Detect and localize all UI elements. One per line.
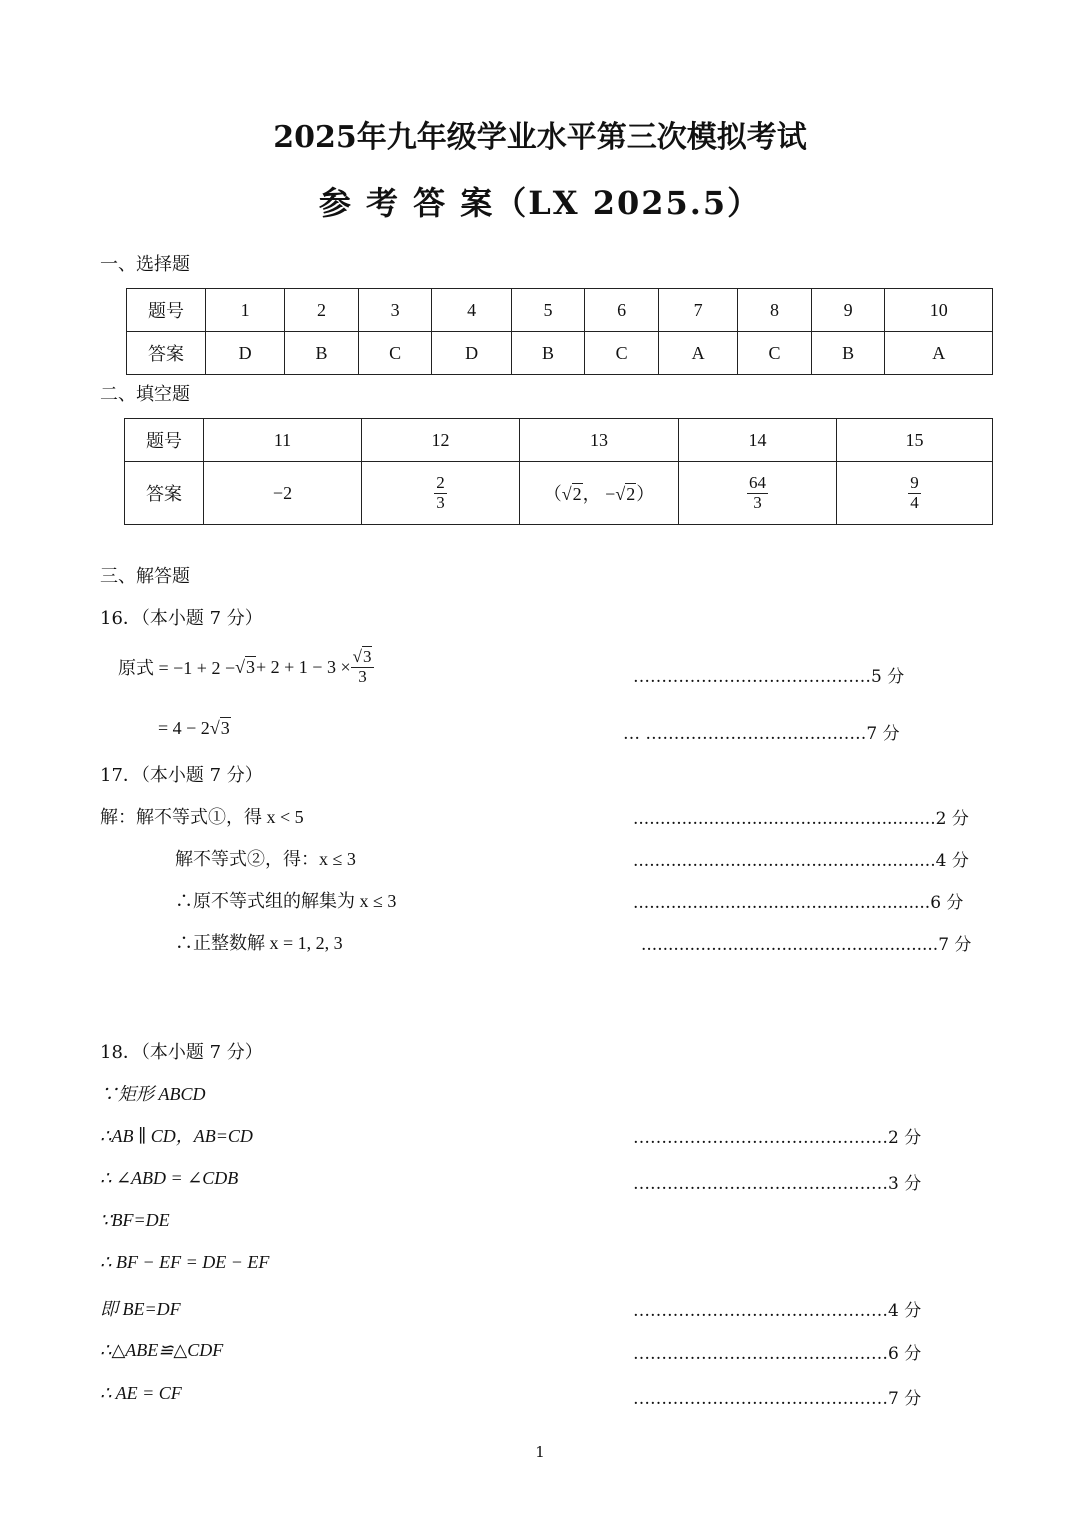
table-cell: A xyxy=(658,332,737,375)
score-marker: ........................................................4 分 xyxy=(633,851,969,871)
table-cell: B xyxy=(285,332,359,375)
table-row xyxy=(127,332,993,375)
score-marker: ………………………………………6 分 xyxy=(633,1344,922,1364)
table-cell: B xyxy=(811,332,885,375)
score-marker: ………………………………………3 分 xyxy=(633,1174,922,1194)
table-cell: 题号 xyxy=(127,289,206,332)
q16-line-2: = 4 − 2√3 xyxy=(158,718,230,738)
table-row xyxy=(127,289,993,332)
score-marker: ………………………………………2 分 xyxy=(633,1128,922,1148)
section-heading-choice: 一、选择题 xyxy=(100,254,190,275)
score-marker: .......................................................7 分 xyxy=(641,935,972,955)
table-row xyxy=(125,419,993,462)
q18-line: ∵BF=DE xyxy=(100,1210,170,1230)
table-cell: 5 xyxy=(511,289,585,332)
table-cell: 6 xyxy=(585,289,659,332)
table-cell: 答案 xyxy=(125,462,204,525)
document-subtitle: 参 考 答 案（LX 2025.5） xyxy=(318,184,762,222)
table-cell xyxy=(362,462,520,525)
q16-line-1: 原式 = −1 + 2 − √3 + 2 + 1 − 3 × $\frac{√3}{3}$ xyxy=(118,648,374,686)
table-cell: （√2， −√2） xyxy=(520,462,679,525)
sqrt-expression: √2 xyxy=(561,484,582,504)
section-heading-fill: 二、填空题 xyxy=(100,384,190,405)
score-marker: ……………………………………5 分 xyxy=(633,667,905,687)
table-cell: D xyxy=(206,332,285,375)
table-cell xyxy=(679,462,837,525)
table-cell: 题号 xyxy=(125,419,204,462)
table-cell: 1 xyxy=(206,289,285,332)
question-17-label: 17．（本小题 7 分） xyxy=(100,765,263,786)
fraction: $\frac{2}{3}$ xyxy=(436,472,445,512)
score-marker: ………………………………………7 分 xyxy=(633,1389,922,1409)
score-marker: ………………………………………4 分 xyxy=(633,1301,922,1321)
table-cell: 7 xyxy=(658,289,737,332)
score-marker: ........................................................2 分 xyxy=(633,809,969,829)
fill-answer-table xyxy=(124,418,993,525)
section-heading-solution: 三、解答题 xyxy=(100,566,190,587)
table-cell: A xyxy=(885,332,993,375)
table-cell: D xyxy=(432,332,511,375)
table-cell: 12 xyxy=(362,419,520,462)
table-cell: 10 xyxy=(885,289,993,332)
score-marker: .......................................................6 分 xyxy=(633,893,964,913)
q17-line: ∴原不等式组的解集为 x ≤ 3 xyxy=(175,891,397,911)
q18-line: ∴△ABE≌△CDF xyxy=(100,1340,224,1360)
q18-line: ∵矩形 ABCD xyxy=(100,1084,206,1104)
fraction: $\frac{9}{4}$ xyxy=(910,472,919,512)
table-cell: C xyxy=(738,332,812,375)
table-cell: 14 xyxy=(679,419,837,462)
table-cell xyxy=(837,462,993,525)
table-cell: 11 xyxy=(204,419,362,462)
table-cell: B xyxy=(511,332,585,375)
page-number: 1 xyxy=(535,1443,545,1461)
table-cell: 答案 xyxy=(127,332,206,375)
fraction: $\frac{√3}{3}$ xyxy=(351,648,375,686)
table-cell: 8 xyxy=(738,289,812,332)
table-cell: 9 xyxy=(811,289,885,332)
table-row xyxy=(125,462,993,525)
table-cell: C xyxy=(585,332,659,375)
table-cell: C xyxy=(358,332,432,375)
sqrt-expression: √3 xyxy=(235,656,255,677)
question-16-label: 16．（本小题 7 分） xyxy=(100,608,263,629)
table-cell: 15 xyxy=(837,419,993,462)
q18-line: 即 BE=DF xyxy=(100,1299,181,1319)
q18-line: ∴ ∠ABD = ∠CDB xyxy=(100,1168,239,1188)
q17-line: 解不等式②，得：x ≤ 3 xyxy=(175,849,356,869)
q17-line: ∴正整数解 x = 1, 2, 3 xyxy=(175,933,343,953)
sqrt-expression: √2 xyxy=(615,484,636,504)
question-18-label: 18．（本小题 7 分） xyxy=(100,1042,263,1063)
table-cell: 4 xyxy=(432,289,511,332)
table-cell: 13 xyxy=(520,419,679,462)
q18-line: ∴AB ∥ CD，AB=CD xyxy=(100,1126,253,1146)
q17-line: 解：解不等式①，得 x < 5 xyxy=(100,807,304,827)
fraction: $\frac{64}{3}$ xyxy=(749,472,766,512)
score-marker: … …………………………………7 分 xyxy=(623,724,900,744)
q18-line: ∴ AE = CF xyxy=(100,1383,182,1403)
table-cell: 3 xyxy=(358,289,432,332)
sqrt-expression: √3 xyxy=(209,718,230,738)
choice-answer-table xyxy=(126,288,993,375)
table-cell: 2 xyxy=(285,289,359,332)
document-title: 2025年九年级学业水平第三次模拟考试 xyxy=(273,120,807,155)
q18-line: ∴ BF − EF = DE − EF xyxy=(100,1252,270,1272)
table-cell: −2 xyxy=(204,462,362,525)
